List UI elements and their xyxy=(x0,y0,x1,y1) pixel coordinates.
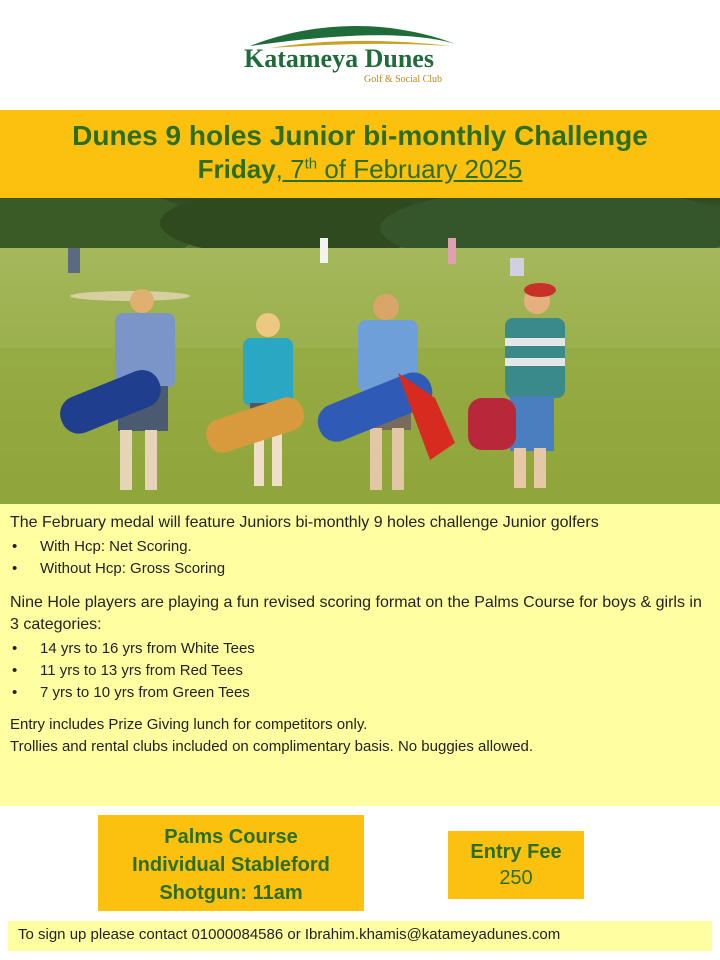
entry-line-2: Trollies and rental clubs included on complimentary basis. No buggies allowed. xyxy=(10,738,534,755)
event-day: Friday xyxy=(197,154,276,184)
event-title: Dunes 9 holes Junior bi-monthly Challenge xyxy=(72,120,648,151)
event-banner xyxy=(0,110,720,198)
event-info-panel xyxy=(0,504,720,806)
list-item: • With Hcp: Net Scoring. xyxy=(10,536,710,558)
start-time: Shotgun: 11am xyxy=(159,882,303,904)
club-logo xyxy=(240,20,460,90)
event-date xyxy=(0,154,720,185)
event-date-sup: th xyxy=(304,155,318,173)
logo-subtitle: Golf & Social Club xyxy=(364,74,443,85)
intro-text: The February medal will feature Juniors bi-monthly 9 holes challenge Junior golfers xyxy=(10,514,599,531)
course-box xyxy=(98,815,364,911)
entry-fee-box xyxy=(448,831,584,899)
list-item: • Without Hcp: Gross Scoring xyxy=(10,558,710,580)
course-name: Palms Course xyxy=(164,826,298,848)
entry-line-1: Entry includes Prize Giving lunch for competitors only. xyxy=(10,716,368,733)
junior-golfers-photo xyxy=(0,198,720,504)
nine-hole-text: Nine Hole players are playing a fun revised scoring format on the Palms Course for boys & girls in 3 categories: xyxy=(10,594,702,633)
contact-bar: To sign up please contact 01000084586 or Ibrahim.khamis@katameyadunes.com xyxy=(8,921,712,951)
event-date-pre: , 7 xyxy=(275,154,305,184)
scoring-list xyxy=(10,536,710,580)
list-item: • 11 yrs to 13 yrs from Red Tees xyxy=(10,660,710,682)
entry-fee-value: 250 xyxy=(499,867,533,889)
competition-format: Individual Stableford xyxy=(132,854,330,876)
list-item: • 7 yrs to 10 yrs from Green Tees xyxy=(10,682,710,704)
list-item: • 14 yrs to 16 yrs from White Tees xyxy=(10,638,710,660)
entry-fee-label: Entry Fee xyxy=(470,841,562,863)
event-date-post: of February 2025 xyxy=(317,154,523,184)
categories-list xyxy=(10,638,710,704)
logo-name: Katameya Dunes xyxy=(244,44,434,73)
